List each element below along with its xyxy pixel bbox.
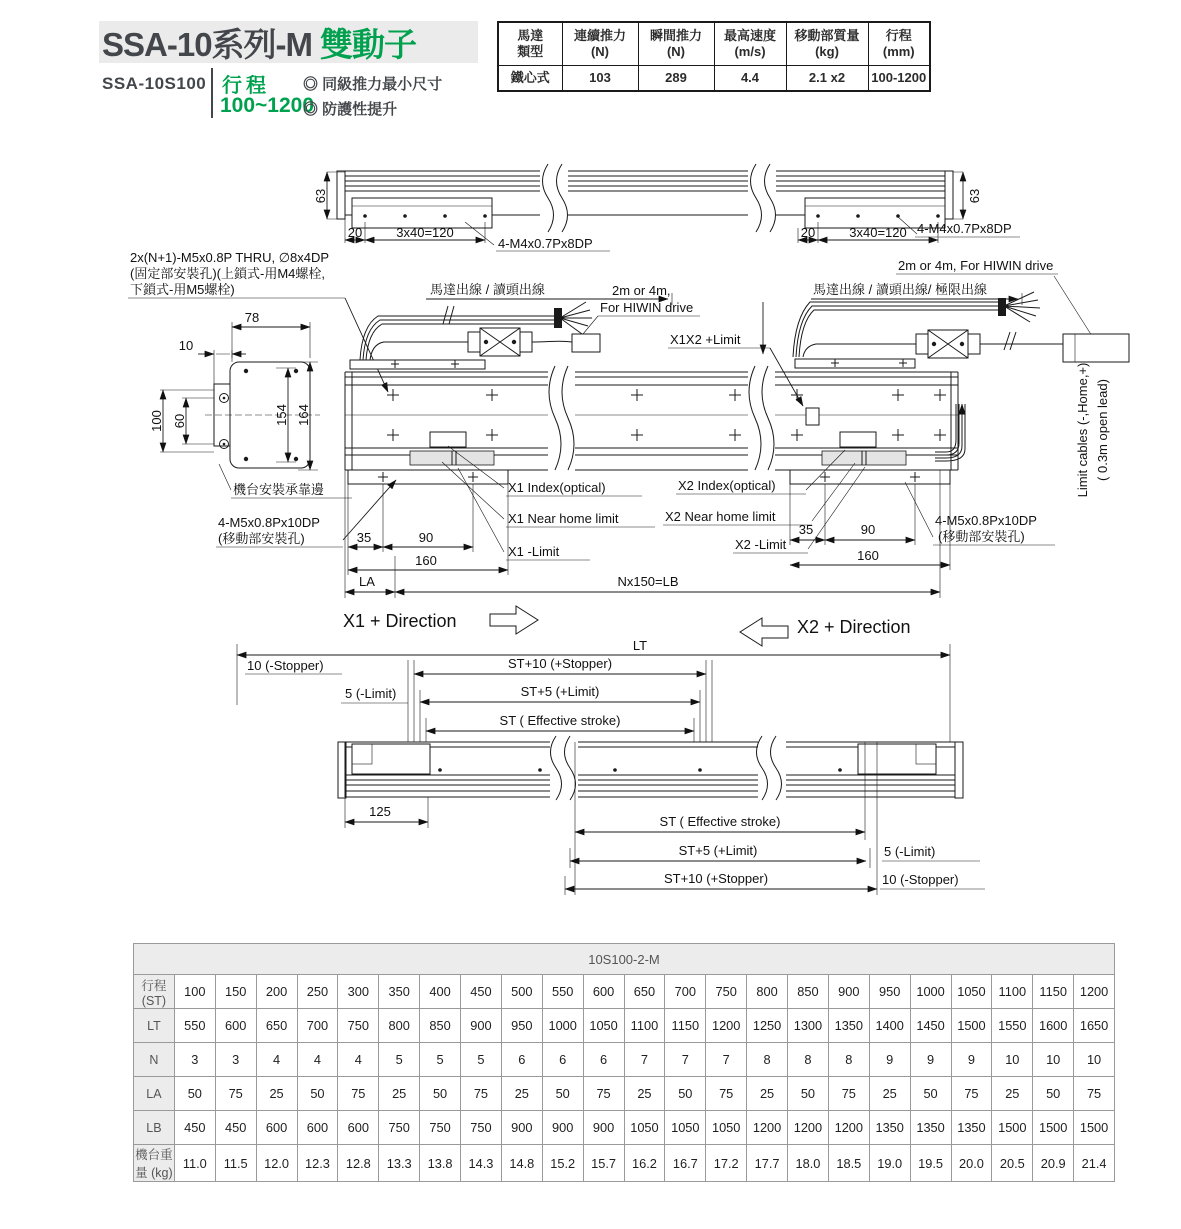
table-cell: 1500	[1074, 1111, 1115, 1145]
table-cell: 20.5	[992, 1145, 1033, 1182]
table-cell: 16.7	[665, 1145, 706, 1182]
table-cell: 5	[461, 1043, 502, 1077]
table-cell: 1050	[665, 1111, 706, 1145]
table-cell: 50	[1033, 1077, 1074, 1111]
table-cell: 400	[420, 975, 461, 1009]
table-cell: 13.3	[379, 1145, 420, 1182]
table-cell: 4	[256, 1043, 297, 1077]
table-cell: 1050	[951, 975, 992, 1009]
label-x2-limit: X2 -Limit	[735, 537, 787, 552]
table-cell: 12.8	[338, 1145, 379, 1182]
dim-60: 60	[172, 413, 187, 429]
spec-cell: 100-1200	[868, 66, 930, 92]
note-mount-holes-2: (固定部安裝孔)(上鎖式-用M4螺栓,	[130, 266, 325, 281]
table-cell: 20.0	[951, 1145, 992, 1182]
label-m5-left-1: 4-M5x0.8Px10DP	[218, 515, 320, 530]
table-row-label: LB	[134, 1111, 175, 1145]
table-cell: 13.8	[420, 1145, 461, 1182]
dim-35-right: 35	[798, 522, 814, 537]
table-cell: 7	[665, 1043, 706, 1077]
table-cell: 1400	[869, 1009, 910, 1043]
table-cell: 600	[215, 1009, 256, 1043]
table-cell: 1650	[1074, 1009, 1115, 1043]
dim-164: 164	[296, 404, 311, 426]
table-cell: 900	[542, 1111, 583, 1145]
table-cell: 10	[1074, 1043, 1115, 1077]
arrow-right-icon	[490, 606, 538, 634]
table-row-label: N	[134, 1043, 175, 1077]
table-row-label: LT	[134, 1009, 175, 1043]
dim-125: 125	[369, 804, 391, 819]
dim-lt: LT	[632, 638, 648, 653]
table-cell: 4	[297, 1043, 338, 1077]
table-cell: 18.0	[788, 1145, 829, 1182]
table-row	[134, 1043, 1115, 1077]
table-cell: 550	[542, 975, 583, 1009]
table-cell: 600	[256, 1111, 297, 1145]
table-cell: 7	[706, 1043, 747, 1077]
table-cell: 600	[297, 1111, 338, 1145]
table-cell: 8	[828, 1043, 869, 1077]
table-cell: 1000	[910, 975, 951, 1009]
label-x1x2-limit: X1X2 +Limit	[670, 332, 741, 347]
table-cell: 800	[747, 975, 788, 1009]
table-cell: 600	[338, 1111, 379, 1145]
table-cell: 9	[869, 1043, 910, 1077]
table-cell: 4	[338, 1043, 379, 1077]
cable-left-assembly	[360, 302, 600, 360]
table-cell: 25	[501, 1077, 542, 1111]
table-cell: 1500	[1033, 1111, 1074, 1145]
table-cell: 1300	[788, 1009, 829, 1043]
table-cell: 850	[788, 975, 829, 1009]
table-cell: 1500	[992, 1111, 1033, 1145]
table-cell: 1200	[747, 1111, 788, 1145]
table-cell: 11.0	[174, 1145, 215, 1182]
table-cell: 3	[174, 1043, 215, 1077]
dim-78: 78	[244, 310, 260, 325]
dim-st5-top: ST+5 (+Limit)	[520, 684, 600, 699]
table-cell: 50	[788, 1077, 829, 1111]
table-cell: 700	[665, 975, 706, 1009]
table-cell: 17.2	[706, 1145, 747, 1182]
table-cell: 800	[379, 1009, 420, 1043]
table-cell: 750	[379, 1111, 420, 1145]
table-cell: 25	[869, 1077, 910, 1111]
table-cell: 750	[338, 1009, 379, 1043]
spec-col-header: 瞬間推力 (N)	[638, 22, 714, 66]
spec-cell: 103	[562, 66, 638, 92]
table-cell: 750	[461, 1111, 502, 1145]
dim-20-left: 20	[347, 225, 363, 240]
spec-col-header: 連續推力 (N)	[562, 22, 638, 66]
spec-header-row	[498, 22, 930, 66]
model-code: SSA-10S100	[102, 74, 207, 93]
label-hiwin-left-1: 2m or 4m,	[612, 283, 671, 298]
table-cell: 8	[747, 1043, 788, 1077]
table-row	[134, 1009, 1115, 1043]
table-cell: 1100	[992, 975, 1033, 1009]
dim-st5-bottom: ST+5 (+Limit)	[678, 843, 758, 858]
dim-63-right: 63	[967, 188, 982, 204]
table-cell: 12.3	[297, 1145, 338, 1182]
table-cell: 75	[338, 1077, 379, 1111]
table-cell: 1150	[665, 1009, 706, 1043]
table-cell: 750	[420, 1111, 461, 1145]
table-cell: 1000	[542, 1009, 583, 1043]
stroke-diagram	[237, 638, 985, 895]
dim-90-right: 90	[860, 522, 876, 537]
table-cell: 50	[174, 1077, 215, 1111]
table-cell: 550	[174, 1009, 215, 1043]
table-cell: 750	[706, 975, 747, 1009]
table-cell: 1600	[1033, 1009, 1074, 1043]
spec-col-header: 行程 (mm)	[868, 22, 930, 66]
label-limit-neg-top: 5 (-Limit)	[345, 686, 397, 701]
spec-cell: 2.1 x2	[786, 66, 868, 92]
note-mount-holes-1: 2x(N+1)-M5x0.8P THRU, ∅8x4DP	[130, 250, 330, 265]
dim-160-right: 160	[857, 548, 879, 563]
table-row-label: 行程 (ST)	[134, 975, 175, 1009]
table-cell: 450	[215, 1111, 256, 1145]
label-motor-cable-right: 馬達出線 / 讀頭出線/ 極限出線	[813, 282, 988, 297]
table-cell: 1200	[828, 1111, 869, 1145]
label-m4-right: 4-M4x0.7Px8DP	[917, 221, 1012, 236]
label-stopper-neg-top: 10 (-Stopper)	[247, 658, 324, 673]
table-cell: 900	[583, 1111, 624, 1145]
series-title: SSA-10系列-M	[102, 25, 313, 63]
cross-section-view	[149, 310, 352, 498]
table-cell: 25	[379, 1077, 420, 1111]
table-cell: 19.5	[910, 1145, 951, 1182]
table-cell: 1150	[1033, 975, 1074, 1009]
table-cell: 50	[297, 1077, 338, 1111]
table-cell: 900	[461, 1009, 502, 1043]
table-cell: 1350	[869, 1111, 910, 1145]
spec-cell: 4.4	[714, 66, 786, 92]
feature-bullet-1: ◎ 同級推力最小尺寸	[303, 76, 443, 93]
table-cell: 50	[420, 1077, 461, 1111]
label-m4-left: 4-M4x0.7Px8DP	[498, 236, 593, 251]
table-cell: 50	[665, 1077, 706, 1111]
table-cell: 25	[256, 1077, 297, 1111]
dim-90-left: 90	[418, 530, 434, 545]
table-cell: 250	[297, 975, 338, 1009]
table-cell: 1350	[951, 1111, 992, 1145]
feature-bullet-2: ◎ 防護性提升	[303, 101, 398, 118]
table-cell: 25	[747, 1077, 788, 1111]
table-cell: 75	[1074, 1077, 1115, 1111]
table-cell: 650	[256, 1009, 297, 1043]
spec-table	[497, 21, 931, 92]
table-cell: 1200	[706, 1009, 747, 1043]
label-stopper-neg-bottom: 10 (-Stopper)	[882, 872, 959, 887]
spec-col-header: 最高速度 (m/s)	[714, 22, 786, 66]
label-x1-limit: X1 -Limit	[508, 544, 560, 559]
table-cell: 1450	[910, 1009, 951, 1043]
technical-drawing	[0, 150, 1181, 910]
table-row	[134, 1145, 1115, 1182]
table-cell: 17.7	[747, 1145, 788, 1182]
table-cell: 1100	[624, 1009, 665, 1043]
table-cell: 20.9	[1033, 1145, 1074, 1182]
table-cell: 900	[828, 975, 869, 1009]
note-mount-holes-3: 下鎖式-用M5螺栓)	[130, 282, 235, 297]
table-cell: 1200	[1074, 975, 1115, 1009]
table-cell: 19.0	[869, 1145, 910, 1182]
table-cell: 14.8	[501, 1145, 542, 1182]
table-cell: 9	[951, 1043, 992, 1077]
table-cell: 12.0	[256, 1145, 297, 1182]
table-cell: 14.3	[461, 1145, 502, 1182]
dim-63-left: 63	[313, 188, 328, 204]
table-cell: 450	[174, 1111, 215, 1145]
table-cell: 700	[297, 1009, 338, 1043]
label-x2-index: X2 Index(optical)	[678, 478, 776, 493]
dim-154: 154	[274, 404, 289, 426]
label-limit-cables-1: Limit cables (-,Home,+)	[1075, 362, 1090, 498]
label-m5-right-2: (移動部安裝孔)	[938, 529, 1025, 544]
dim-table-title: 10S100-2-M	[134, 944, 1115, 975]
title-divider	[211, 68, 213, 118]
table-row-label: 機台重量 (kg)	[134, 1145, 175, 1182]
table-row	[134, 1111, 1115, 1145]
table-row	[134, 975, 1115, 1009]
label-x1-index: X1 Index(optical)	[508, 480, 606, 495]
page-title	[99, 21, 478, 63]
table-cell: 75	[828, 1077, 869, 1111]
table-cell: 1550	[992, 1009, 1033, 1043]
table-cell: 16.2	[624, 1145, 665, 1182]
label-motor-cable-left: 馬達出線 / 讀頭出線	[430, 282, 545, 297]
table-cell: 75	[461, 1077, 502, 1111]
label-x2-direction: X2 + Direction	[797, 617, 911, 637]
table-cell: 21.4	[1074, 1145, 1115, 1182]
dimension-table	[133, 943, 1115, 1182]
stroke-range: 100~1200	[220, 94, 315, 117]
table-cell: 50	[542, 1077, 583, 1111]
table-cell: 11.5	[215, 1145, 256, 1182]
dim-st-top: ST ( Effective stroke)	[499, 713, 621, 728]
dim-35-left: 35	[356, 530, 372, 545]
spec-cell: 鐵心式	[498, 66, 562, 92]
table-cell: 7	[624, 1043, 665, 1077]
table-cell: 950	[869, 975, 910, 1009]
main-top-view	[345, 359, 965, 484]
table-cell: 1500	[951, 1009, 992, 1043]
table-cell: 850	[420, 1009, 461, 1043]
table-cell: 25	[992, 1077, 1033, 1111]
table-cell: 10	[1033, 1043, 1074, 1077]
dim-20-right: 20	[800, 225, 816, 240]
table-cell: 100	[174, 975, 215, 1009]
table-cell: 1350	[828, 1009, 869, 1043]
label-limit-neg-bottom: 5 (-Limit)	[884, 844, 936, 859]
series-title-accent: 雙動子	[320, 25, 417, 63]
table-cell: 300	[338, 975, 379, 1009]
arrow-left-icon	[740, 618, 788, 646]
spec-col-header: 馬達 類型	[498, 22, 562, 66]
table-cell: 5	[420, 1043, 461, 1077]
table-row	[134, 1077, 1115, 1111]
table-cell: 3	[215, 1043, 256, 1077]
dim-st-bottom: ST ( Effective stroke)	[659, 814, 781, 829]
table-cell: 75	[583, 1077, 624, 1111]
spec-col-header: 移動部質量 (kg)	[786, 22, 868, 66]
dim-st10-bottom: ST+10 (+Stopper)	[663, 871, 769, 886]
table-cell: 10	[992, 1043, 1033, 1077]
table-cell: 8	[788, 1043, 829, 1077]
label-m5-right-1: 4-M5x0.8Px10DP	[935, 513, 1037, 528]
table-cell: 600	[583, 975, 624, 1009]
label-limit-cables-2: ( 0.3m open lead)	[1095, 379, 1110, 481]
table-cell: 15.2	[542, 1145, 583, 1182]
table-cell: 150	[215, 975, 256, 1009]
cable-right-assembly	[793, 292, 1129, 362]
label-hiwin-left-2: For HIWIN drive	[600, 300, 694, 315]
label-m5-left-2: (移動部安裝孔)	[218, 531, 305, 546]
dim-table-title-row	[134, 944, 1115, 975]
label-x2-home: X2 Near home limit	[665, 509, 776, 524]
cable-annotations	[128, 250, 1092, 406]
table-cell: 25	[624, 1077, 665, 1111]
table-cell: 75	[215, 1077, 256, 1111]
table-cell: 650	[624, 975, 665, 1009]
table-cell: 6	[501, 1043, 542, 1077]
dim-la: LA	[359, 574, 375, 589]
dim-120-left: 3x40=120	[396, 225, 454, 240]
table-cell: 6	[583, 1043, 624, 1077]
dim-lb: Nx150=LB	[617, 574, 679, 589]
dim-100: 100	[149, 410, 164, 432]
top-side-view	[313, 164, 1020, 251]
table-cell: 18.5	[828, 1145, 869, 1182]
table-cell: 9	[910, 1043, 951, 1077]
table-cell: 75	[706, 1077, 747, 1111]
table-cell: 50	[910, 1077, 951, 1111]
table-cell: 950	[501, 1009, 542, 1043]
label-x1-home: X1 Near home limit	[508, 511, 619, 526]
table-cell: 350	[379, 975, 420, 1009]
dim-160-left: 160	[415, 553, 437, 568]
table-cell: 1350	[910, 1111, 951, 1145]
stroke-label: 行程	[222, 75, 270, 97]
table-cell: 200	[256, 975, 297, 1009]
table-cell: 450	[461, 975, 502, 1009]
dim-10: 10	[178, 338, 194, 353]
table-cell: 1250	[747, 1009, 788, 1043]
table-cell: 500	[501, 975, 542, 1009]
table-cell: 1200	[788, 1111, 829, 1145]
label-hiwin-right: 2m or 4m, For HIWIN drive	[898, 258, 1054, 273]
table-cell: 6	[542, 1043, 583, 1077]
table-cell: 15.7	[583, 1145, 624, 1182]
table-cell: 1050	[624, 1111, 665, 1145]
label-mount-edge: 機台安裝承靠邊	[233, 482, 325, 497]
spec-value-row	[498, 66, 930, 92]
direction-indicators	[343, 606, 911, 646]
table-cell: 1050	[583, 1009, 624, 1043]
dim-st10-top: ST+10 (+Stopper)	[507, 656, 613, 671]
table-cell: 900	[501, 1111, 542, 1145]
table-cell: 1050	[706, 1111, 747, 1145]
table-cell: 5	[379, 1043, 420, 1077]
dim-120-right: 3x40=120	[849, 225, 907, 240]
table-cell: 75	[951, 1077, 992, 1111]
table-row-label: LA	[134, 1077, 175, 1111]
spec-cell: 289	[638, 66, 714, 92]
label-x1-direction: X1 + Direction	[343, 611, 457, 631]
